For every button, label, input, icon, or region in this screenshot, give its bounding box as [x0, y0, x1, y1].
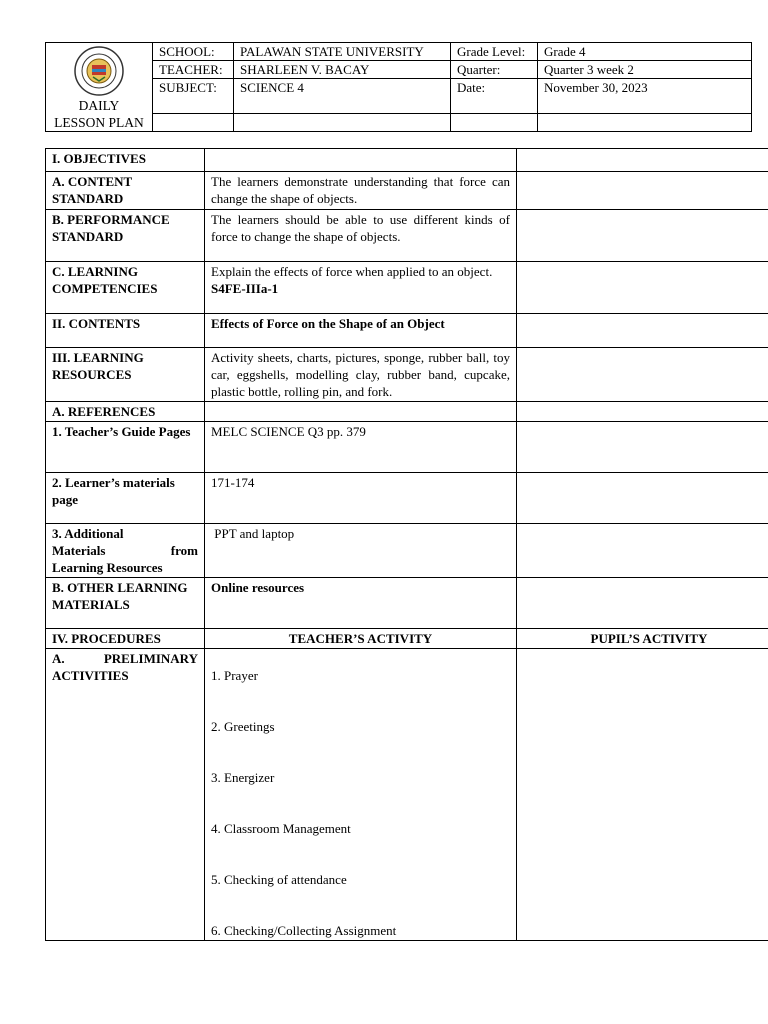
empty-cell	[517, 524, 768, 578]
preliminary-word: A.	[52, 651, 65, 666]
teacher-label: TEACHER:	[153, 61, 234, 79]
additional-materials-label	[46, 524, 205, 578]
empty-cell	[234, 113, 451, 131]
table-row	[46, 524, 768, 578]
date-value: November 30, 2023	[538, 79, 752, 113]
contents-label: II. CONTENTS	[46, 314, 205, 348]
table-row	[46, 348, 768, 402]
resources-label: III. LEARNING RESOURCES	[46, 348, 205, 402]
preliminary-line-1	[52, 650, 198, 667]
other-materials-label: B. OTHER LEARNING MATERIALS	[46, 578, 205, 629]
competencies-text: Explain the effects of force when applied to an object.	[211, 264, 493, 279]
additional-materials-word: Materials	[52, 543, 106, 558]
additional-materials-word: from	[170, 543, 198, 558]
table-row	[46, 172, 768, 210]
table-row	[46, 210, 768, 262]
contents-text: Effects of Force on the Shape of an Object	[205, 314, 517, 348]
date-label: Date:	[451, 79, 538, 113]
empty-cell	[153, 113, 234, 131]
header-table	[45, 42, 752, 132]
table-row	[46, 649, 768, 941]
table-row	[46, 629, 768, 649]
additional-materials-line-3: Learning Resources	[52, 560, 163, 575]
table-row	[46, 578, 768, 629]
logo-caption-line-2: LESSON PLAN	[54, 115, 144, 130]
objectives-heading: I. OBJECTIVES	[46, 149, 205, 172]
teacher-activity-heading: TEACHER’S ACTIVITY	[205, 629, 517, 649]
performance-standard-label: B. PERFORMANCE STANDARD	[46, 210, 205, 262]
teachers-guide-text: MELC SCIENCE Q3 pp. 379	[205, 422, 517, 473]
school-label: SCHOOL:	[153, 43, 234, 61]
learners-materials-label: 2. Learner’s materials page	[46, 473, 205, 524]
empty-cell	[205, 402, 517, 422]
empty-cell	[517, 149, 768, 172]
empty-cell	[517, 314, 768, 348]
table-row	[46, 262, 768, 314]
additional-materials-text: PPT and laptop	[205, 524, 517, 578]
procedures-label: IV. PROCEDURES	[46, 629, 205, 649]
list-item: 3. Energizer	[211, 770, 275, 785]
preliminary-word: PRELIMINARY	[103, 651, 198, 666]
empty-cell	[517, 422, 768, 473]
list-item: 2. Greetings	[211, 719, 275, 734]
teachers-guide-label: 1. Teacher’s Guide Pages	[46, 422, 205, 473]
logo-cell	[46, 43, 153, 132]
empty-cell	[451, 113, 538, 131]
empty-cell	[538, 113, 752, 131]
content-standard-text: The learners demonstrate understanding that force can change the shape of objects.	[205, 172, 517, 210]
resources-text: Activity sheets, charts, pictures, sponge, rubber ball, toy car, eggshells, modelling clay, rubber band, cupcake, plastic bottle, rolling pin, and fork.	[205, 348, 517, 402]
empty-cell	[517, 172, 768, 210]
empty-cell	[517, 262, 768, 314]
pupil-activity-heading: PUPIL’S ACTIVITY	[517, 629, 768, 649]
table-row	[46, 314, 768, 348]
grade-level-label: Grade Level:	[451, 43, 538, 61]
competencies-code: S4FE-IIIa-1	[211, 281, 279, 296]
empty-cell	[517, 348, 768, 402]
additional-materials-line-1: 3. Additional	[52, 526, 124, 541]
empty-cell	[517, 402, 768, 422]
preliminary-line-2: ACTIVITIES	[52, 668, 129, 683]
school-value: PALAWAN STATE UNIVERSITY	[234, 43, 451, 61]
teacher-value: SHARLEEN V. BACAY	[234, 61, 451, 79]
table-row	[46, 473, 768, 524]
subject-value: SCIENCE 4	[234, 79, 451, 113]
list-item: 6. Checking/Collecting Assignment	[211, 923, 397, 938]
empty-cell	[517, 578, 768, 629]
other-materials-text: Online resources	[205, 578, 517, 629]
additional-materials-line-2	[52, 542, 198, 559]
quarter-value: Quarter 3 week 2	[538, 61, 752, 79]
lesson-plan-table	[45, 148, 768, 941]
table-row	[46, 402, 768, 422]
performance-standard-text: The learners should be able to use different kinds of force to change the shape of objects.	[205, 210, 517, 262]
competencies-label: C. LEARNING COMPETENCIES	[46, 262, 205, 314]
table-row	[46, 422, 768, 473]
list-item: 1. Prayer	[211, 668, 258, 683]
list-item: 4. Classroom Management	[211, 821, 351, 836]
table-row	[46, 149, 768, 172]
list-item: 5. Checking of attendance	[211, 872, 347, 887]
empty-cell	[517, 473, 768, 524]
logo-caption-line-1: DAILY	[78, 98, 120, 113]
grade-level-value: Grade 4	[538, 43, 752, 61]
competencies-cell	[205, 262, 517, 314]
subject-label: SUBJECT:	[153, 79, 234, 113]
quarter-label: Quarter:	[451, 61, 538, 79]
content-standard-label: A. CONTENT STANDARD	[46, 172, 205, 210]
preliminary-activities-label	[46, 649, 205, 941]
learners-materials-text: 171-174	[205, 473, 517, 524]
empty-cell	[517, 210, 768, 262]
palawan-state-university-seal-icon	[73, 45, 125, 97]
references-label: A. REFERENCES	[46, 402, 205, 422]
empty-cell	[205, 149, 517, 172]
preliminary-activities-list	[205, 649, 517, 941]
empty-cell	[517, 649, 768, 941]
